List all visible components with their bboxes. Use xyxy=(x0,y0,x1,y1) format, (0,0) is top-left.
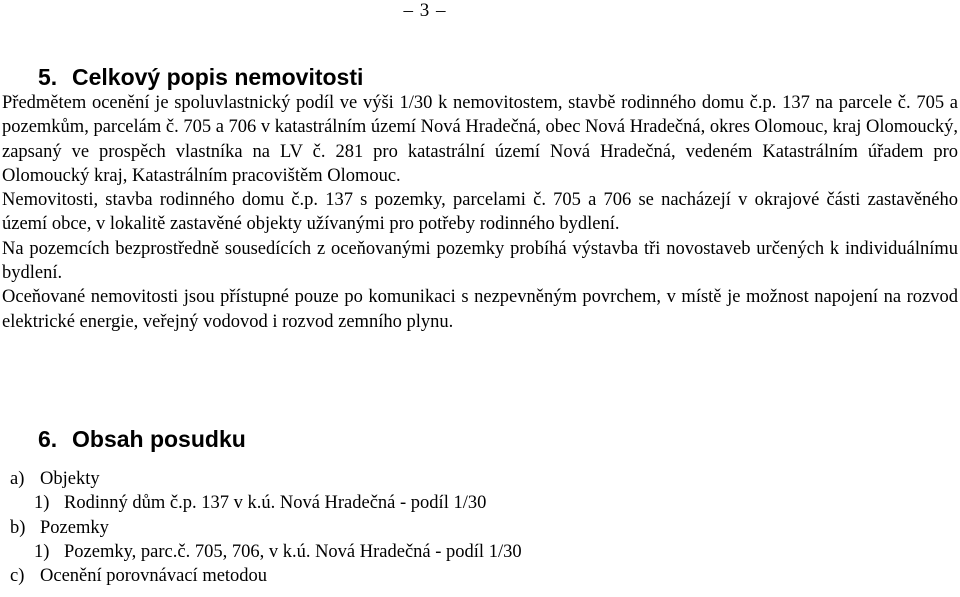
list-marker: a) xyxy=(10,469,25,489)
section-6-number: 6. xyxy=(38,426,58,452)
section-6-heading xyxy=(38,425,246,453)
list-subitem-label: Rodinný dům č.p. 137 v k.ú. Nová Hradečná - podíl 1/30 xyxy=(64,493,487,514)
section-6-title: Obsah posudku xyxy=(72,426,246,452)
section-5-heading xyxy=(38,63,363,91)
list-item-label: Ocenění porovnávací metodou xyxy=(40,566,268,587)
section-5-number: 5. xyxy=(38,64,58,90)
list-subitem-label: Pozemky, parc.č. 705, 706, v k.ú. Nová Hradečná - podíl 1/30 xyxy=(64,541,522,562)
paragraph-subject: Předmětem ocenění je spoluvlastnický podíl ve výši 1/30 k nemovitostem, stavbě rodinného domu č.p. 137 na parcele č. 705 a pozemkům, parcelám č. 705 a 706 v katastrálním území Nová Hradečná, obec Nová Hradečná, okres Olomouc, kraj Olomoucký, zapsaný ve prospěch vlastníka na LV č. 281 pro katastrální území Nová Hradečná, vedeném Katastrálním úřadem pro Olomoucký kraj, Katastrálním pracovištěm Olomouc. xyxy=(2,93,959,186)
paragraph-access: Oceňované nemovitosti jsou přístupné pouze po komunikaci s nezpevněným povrchem, v místě je možnost napojení na rozvod elektrické energie, veřejný vodovod i rozvod zemního plynu. xyxy=(2,287,958,332)
paragraph-location: Nemovitosti, stavba rodinného domu č.p. 137 s pozemky, parcelami č. 705 a 706 se nacházejí v okrajové části zastavěného území obce, v lokalitě zastavěné objekty užívanými pro potřeby rodinného bydlení. xyxy=(2,190,958,235)
list-subitem xyxy=(10,491,522,515)
section-5-body xyxy=(2,91,958,334)
paragraph-neighbours: Na pozemcích bezprostředně sousedících z oceňovanými pozemky probíhá výstavba tři novostaveb určených k individuálnímu bydlení. xyxy=(2,238,958,284)
list-marker: b) xyxy=(10,517,26,538)
list-item-label: Pozemky xyxy=(40,517,109,538)
page-number: – 3 – xyxy=(403,0,447,21)
list-subitem xyxy=(10,540,522,564)
list-marker: 1) xyxy=(34,541,50,562)
section-5-title: Celkový popis nemovitosti xyxy=(72,64,364,90)
list-item xyxy=(10,516,522,540)
list-item-label: Objekty xyxy=(40,469,100,489)
contents-list xyxy=(10,467,522,588)
list-item xyxy=(10,564,522,588)
list-marker: 1) xyxy=(34,493,50,514)
list-marker: c) xyxy=(10,566,25,587)
list-item xyxy=(10,467,522,491)
